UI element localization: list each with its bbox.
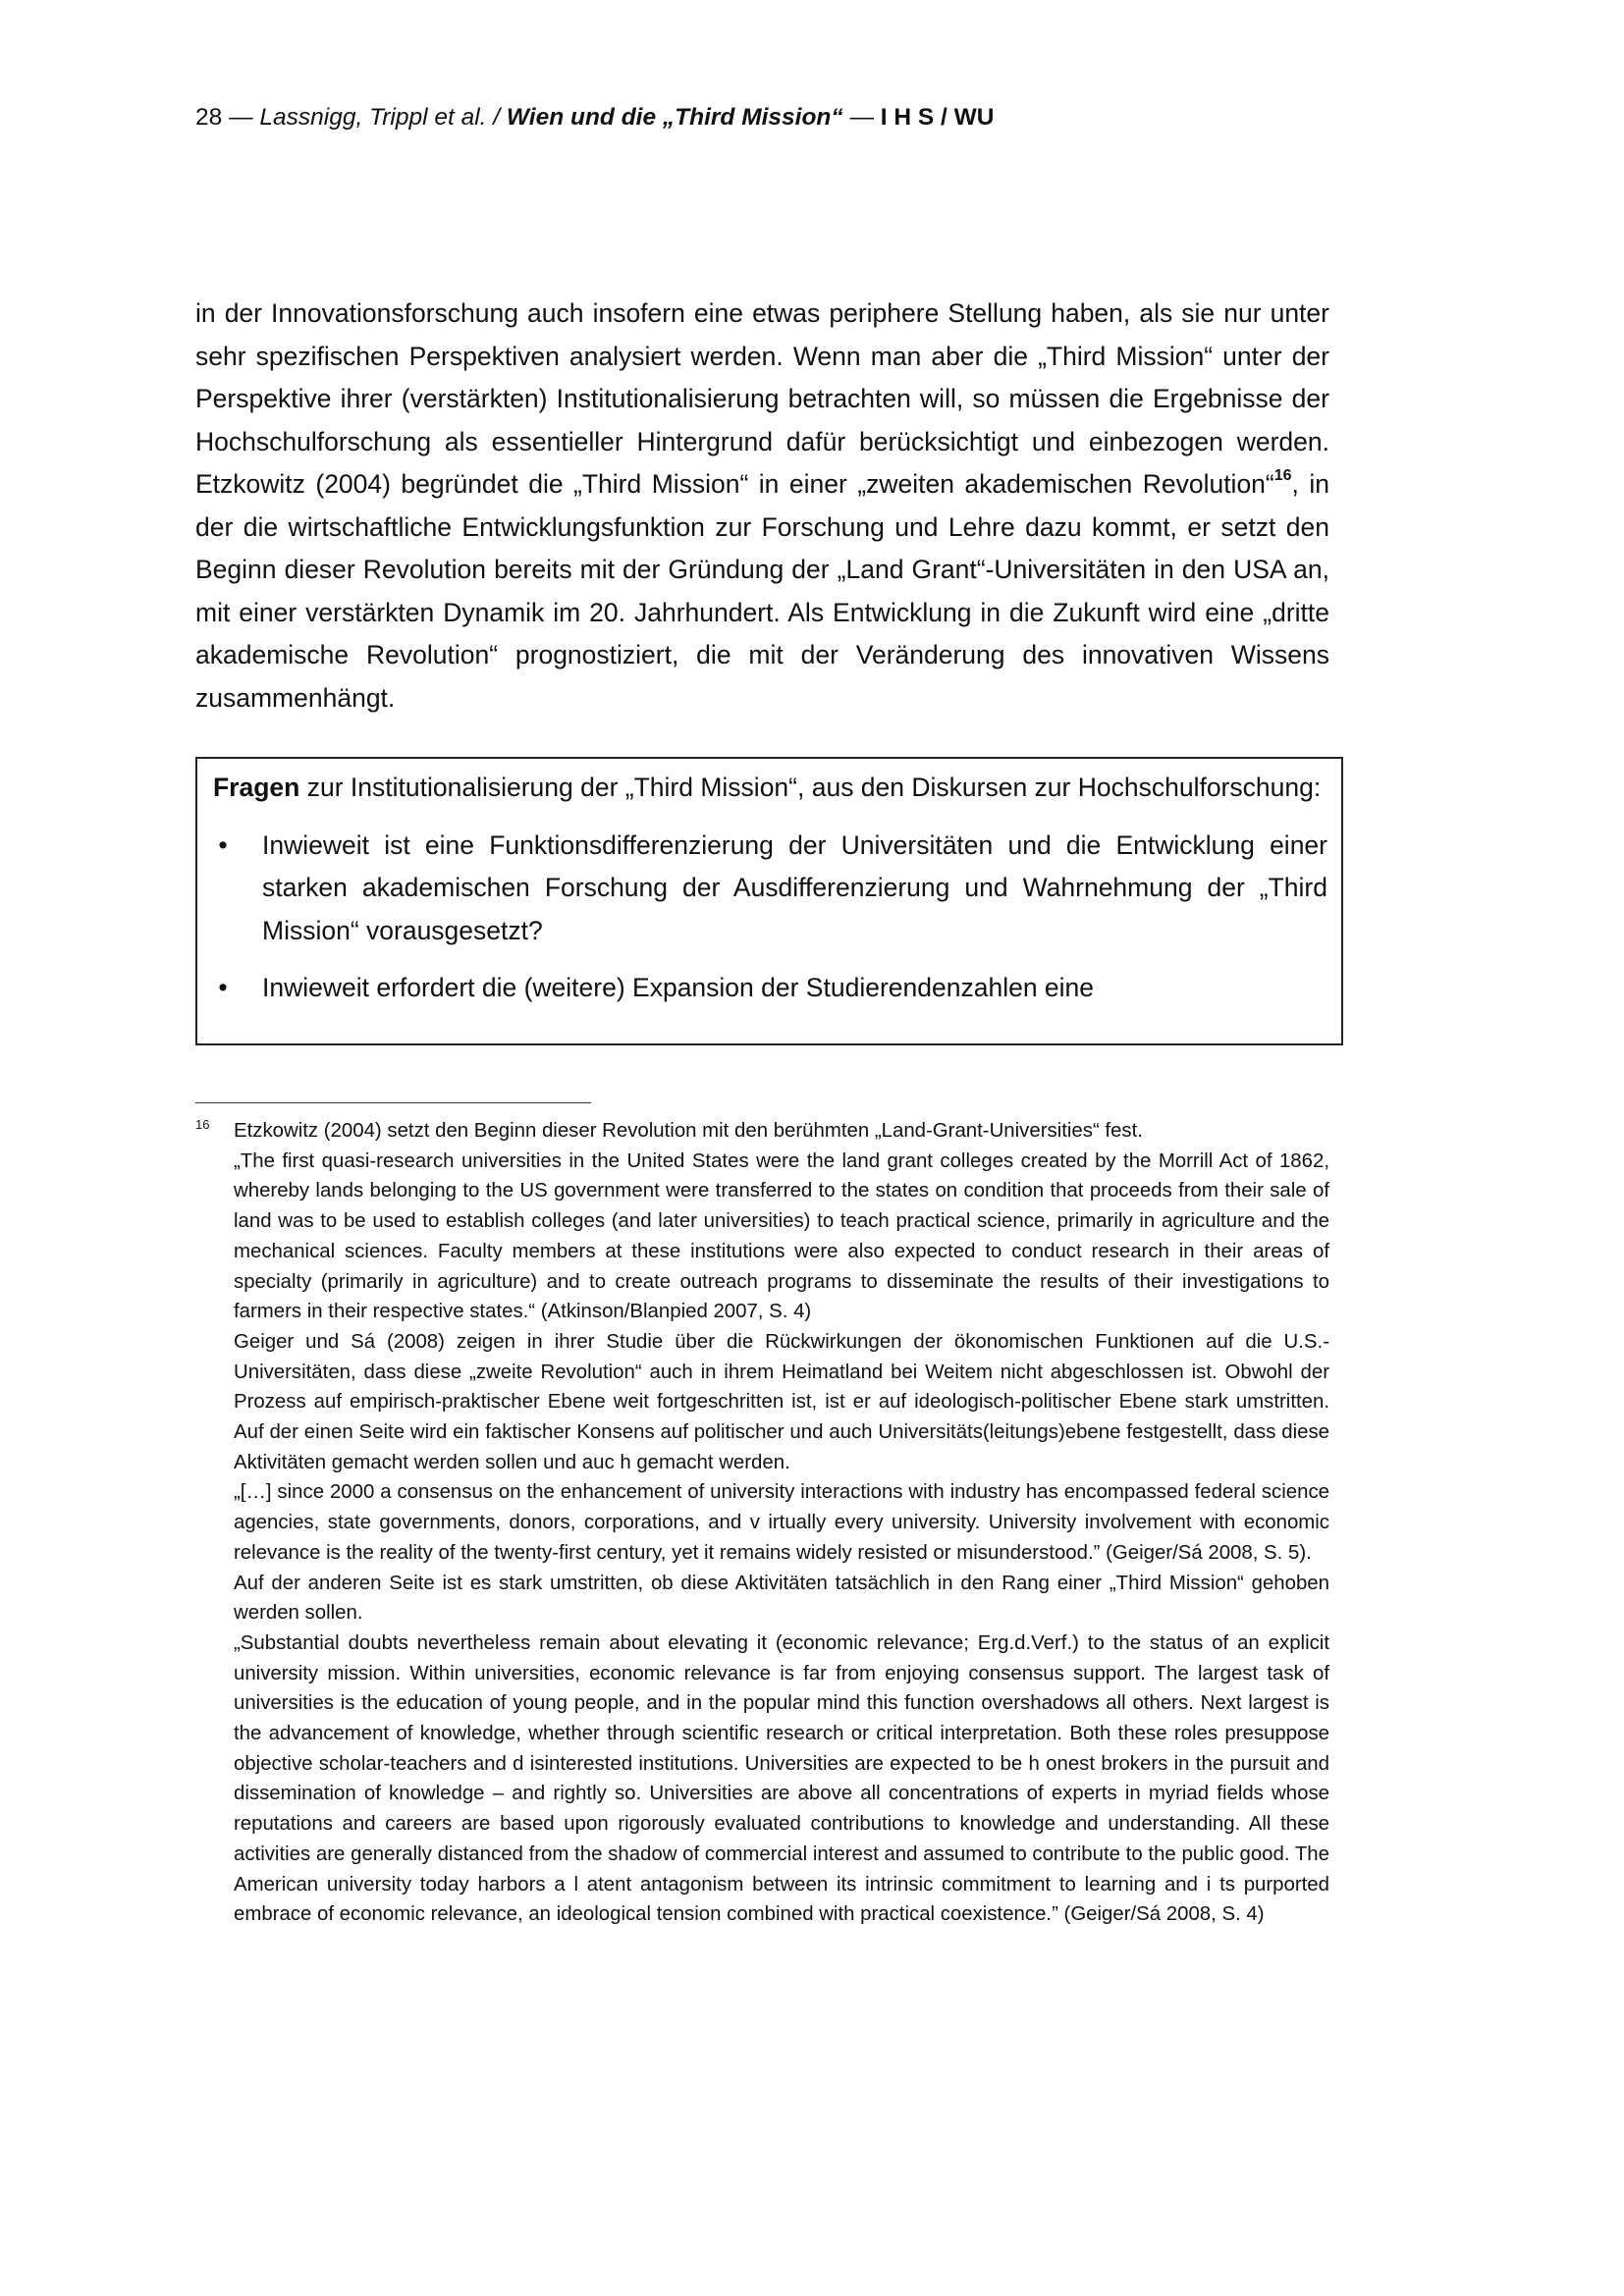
questions-list [213,825,1327,1010]
header-institution: I H S / WU [880,104,995,131]
questions-intro-text: zur Institutionalisierung der „Third Mission“, aus den Diskursen zur Hochschulforschung: [299,773,1322,802]
questions-box [195,757,1343,1045]
header-separator: — [222,104,260,131]
question-item [213,825,1327,953]
footnote-quote: „[…] since 2000 a consensus on the enhancement of university interactions with industry has encompassed federal science agencies, state governments, donors, corporations, and v irtually every university. University involvement with economic relevance is the reality of the twenty-first century, yet it remains widely resisted or misunderstood.” (Geiger/Sá 2008, S. 5). [234,1481,1329,1564]
question-text: Inwieweit erfordert die (weitere) Expansion der Studierendenzahlen eine [262,973,1095,1002]
bullet-icon: • [218,973,228,1002]
footnote-quote: „Substantial doubts nevertheless remain about elevating it (economic relevance; Erg.d.Verf.) to the status of an explicit university mission. Within universities, economic relevance is far from enjoying consensus support. The largest task of universities is the education of young people, and in the popular mind this function overshadows all others. Next largest is the advancement of knowledge, whether through scientific research or critical interpretation. Both these roles presuppose objective scholar-teachers and d isinterested institutions. Universities are expected to be h onest brokers in the pursuit and dissemination of knowledge – and rightly so. Universities are above all concentrations of experts in myriad fields whose reputations and careers are based upon rigorously evaluated contributions to knowledge and understanding. All these activities are generally distanced from the shadow of commercial interest and assumed to contribute to the public good. The American university today harbors a l atent antagonism between its intrinsic commitment to learning and i ts purported embrace of economic relevance, an ideological tension combined with practical coexistence.” (Geiger/Sá 2008, S. 4) [234,1631,1329,1926]
footnote-body [234,1116,1329,1930]
page-number: 28 [195,104,223,131]
header-authors: Lassnigg, Trippl et al. / [259,104,507,131]
body-text-part2: , in der die wirtschaftliche Entwicklungsfunktion zur Forschung und Lehre dazu kommt, er setzt den Beginn dieser Revolution bereits mit der Gründung der „Land Grant“-Universitäten in den USA an, mit einer verstärkten Dynamik im 20. Jahrhundert. Als Entwicklung in die Zukunft wird eine „dritte akademische Revolution“ prognostiziert, die mit der Veränderung des innovativen Wissens zusammenhängt. [195,469,1329,713]
footnote-quote: „The first quasi-research universities in the United States were the land grant colleges created by the Morrill Act of 1862, whereby lands belonging to the US government were transferred to the states on condition that proceeds from their sale of land was to be used to establish colleges (and later universities) to teach practical science, primarily in agriculture and the mechanical sciences. Faculty members at these institutions were also expected to conduct research in their areas of specialty (primarily in agriculture) and to create outreach programs to disseminate the results of their investigations to farmers in their respective states.“ (Atkinson/Blanpied 2007, S. 4) [234,1149,1329,1323]
footnote-paragraph: Geiger und Sá (2008) zeigen in ihrer Studie über die Rückwirkungen der ökonomischen Funktionen auf die U.S.-Universitäten, dass diese „zweite Revolution“ auch in ihrem Heimatland bei Weitem nicht abgeschlossen ist. Obwohl der Prozess auf empirisch-praktischer Ebene weit fortgeschritten ist, ist er auf ideologisch-politischer Ebene stark umstritten. Auf der einen Seite wird ein faktischer Konsens auf politischer und auch Universitäts(leitungs)ebene festgestellt, dass diese Aktivitäten gemacht werden sollen und auc h gemacht werden. [234,1330,1329,1473]
footnote-paragraph: Auf der anderen Seite ist es stark umstritten, ob diese Aktivitäten tatsächlich in den Rang einer „Third Mission“ gehoben werden sollen. [234,1572,1329,1625]
body-text-part1: in der Innovationsforschung auch insofern eine etwas periphere Stellung haben, als sie nur unter sehr spezifischen Perspektiven analysiert werden. Wenn man aber die „Third Mission“ unter der Perspektive ihrer (verstärkten) Institutionalisierung betrachten will, so müssen die Ergebnisse der Hochschulforschung als essentieller Hintergrund dafür berücksichtigt und einbezogen werden. Etzkowitz (2004) begründet die „Third Mission“ in einer „zweiten akademischen Revolution“ [195,298,1329,499]
questions-intro [213,767,1327,810]
header-separator: — [842,104,881,131]
footnote-reference[interactable]: 16 [1273,467,1292,484]
running-header [195,102,994,133]
bullet-icon: • [218,829,228,860]
footnote-separator [195,1102,591,1103]
footnote-number: 16 [195,1117,210,1132]
questions-lead: Fragen [213,773,300,802]
footnote [195,1116,1329,1930]
header-title: Wien und die „Third Mission“ [506,104,843,131]
question-text: Inwieweit ist eine Funktionsdifferenzierung der Universitäten und die Entwicklung einer starken akademischen Forschung der Ausdifferenzierung und Wahrnehmung der „Third Mission“ vorausgesetzt? [262,829,1327,945]
body-paragraph [195,293,1329,720]
question-item [213,967,1327,1010]
footnote-paragraph: Etzkowitz (2004) setzt den Beginn dieser Revolution mit den berühmten „Land-Grant-Universities“ fest. [234,1120,1143,1142]
